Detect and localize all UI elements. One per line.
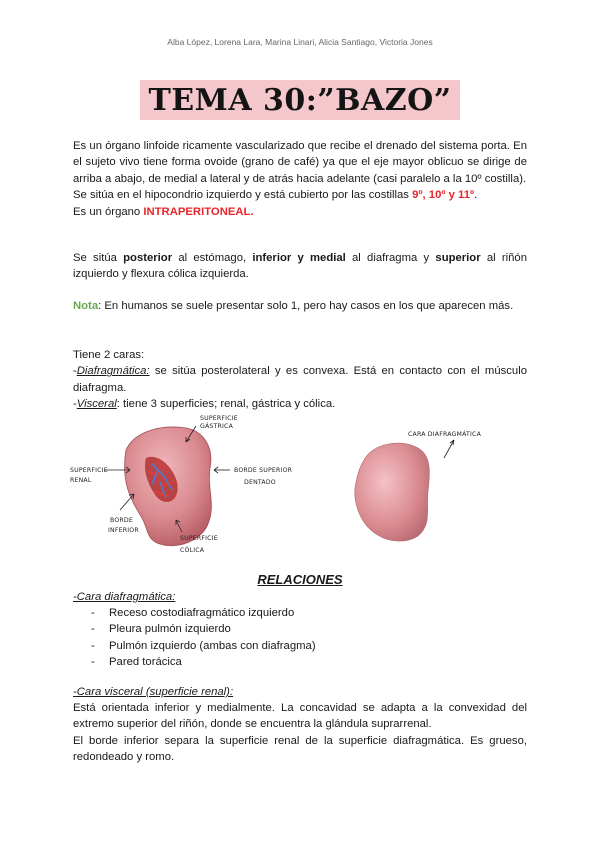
visceral-text: : tiene 3 superficies; renal, gástrica y cólica.	[116, 398, 336, 411]
position-bold-inferior-medial: inferior y medial	[252, 252, 346, 264]
intro-text: Es un órgano linfoide ricamente vascularizado que recibe el drenado del sistema porta. En el sujeto vivo tiene forma ovoide (grano de café) ya que el eje mayor oblicuo se dirige de arriba a abajo, de medial a lateral y de atrás hacia adelante (casi paralelo a la 10º costilla).	[73, 140, 527, 185]
diaphragmatic-relations-list	[87, 605, 316, 670]
label-inferior-1: BORDE	[110, 517, 133, 524]
label-gastric-2: GÁSTRICA	[200, 423, 234, 430]
position-paragraph	[73, 250, 527, 283]
visceral-relations-text-2: El borde inferior separa la superficie renal de la superficie diafragmática. Es grueso, redondeado y romo.	[73, 734, 527, 764]
visceral-relations-text-1: Está orientada inferior y medialmente. La concavidad se adapta a la convexidad del extremo superior del riñón, donde se encuentra la glándula suprarrenal.	[73, 702, 527, 731]
location-text: Se sitúa en el hipocondrio izquierdo y está cubierto por las costillas	[73, 189, 413, 202]
label-inferior-2: INFERIOR	[108, 527, 139, 534]
title-wrap	[0, 80, 600, 120]
intro-paragraph	[73, 138, 527, 220]
label-superior-1: BORDE SUPERIOR	[234, 467, 293, 474]
page-title: TEMA 30:”BAZO”	[140, 80, 459, 120]
label-renal-2: RENAL	[70, 477, 92, 484]
spleen-figure	[68, 412, 538, 560]
label-renal-1: SUPERFICIE	[70, 467, 108, 474]
note-label: Nota	[73, 300, 99, 312]
list-item: - Receso costodiafragmático izquierdo	[87, 605, 316, 621]
label-colic-1: SUPERFICIE	[180, 535, 218, 542]
list-item: - Pleura pulmón izquierdo	[87, 621, 316, 637]
ribs-highlight: 9º, 10º y 11º	[412, 189, 475, 202]
arrow-inferior	[120, 494, 134, 510]
organ-type-text: Es un órgano	[73, 205, 144, 218]
position-bold-superior: superior	[435, 252, 481, 264]
visceral-label: Visceral	[76, 398, 117, 411]
authors-header: Alba López, Lorena Lara, Marina Linari, Alicia Santiago, Victoria Jones	[167, 37, 433, 47]
faces-paragraph: Tiene 2 caras: -Diafragmática: se sitúa posterolateral y es convexa. Está en contacto con el músculo diafragma. -Visceral: tiene 3 superficies; renal, gástrica y cólica.	[73, 349, 527, 411]
visceral-relations-paragraph	[73, 700, 527, 766]
diaphragmatic-label: Diafragmática:	[76, 365, 150, 378]
position-text-4: al riñón izquierdo y flexura cólica izquierda.	[73, 252, 527, 281]
label-gastric-1: SUPERFICIE	[200, 415, 238, 422]
diaphragmatic-relations-heading: -Cara diafragmática:	[73, 591, 176, 603]
position-text-2: al estómago,	[172, 252, 253, 264]
note-paragraph	[73, 298, 527, 314]
position-text-1: Se sitúa	[73, 252, 124, 264]
visceral-relations-heading: -Cara visceral (superficie renal):	[73, 686, 234, 698]
label-diaphragmatic-face: CARA DIAFRAGMÁTICA	[408, 431, 481, 438]
position-bold-posterior: posterior	[123, 252, 173, 264]
position-text-3: al diafragma y	[345, 252, 436, 264]
label-superior-2: DENTADO	[244, 479, 276, 486]
note-text: : En humanos se suele presentar solo 1, pero hay casos en los que aparecen más.	[98, 300, 514, 312]
list-item: - Pared torácica	[87, 654, 316, 670]
label-colic-2: CÓLICA	[180, 547, 205, 554]
intraperitoneal-highlight: INTRAPERITONEAL.	[143, 205, 254, 218]
relations-heading: RELACIONES	[257, 572, 343, 587]
faces-intro: Tiene 2 caras:	[73, 349, 145, 361]
diaphragmatic-text: se sitúa posterolateral y es convexa. Está en contacto con el músculo diafragma.	[73, 365, 527, 394]
arrow-diaphragmatic	[444, 440, 454, 458]
location-end: .	[474, 189, 478, 202]
list-item: - Pulmón izquierdo (ambas con diafragma)	[87, 638, 316, 654]
spleen-diaphragmatic-shape	[355, 443, 430, 541]
